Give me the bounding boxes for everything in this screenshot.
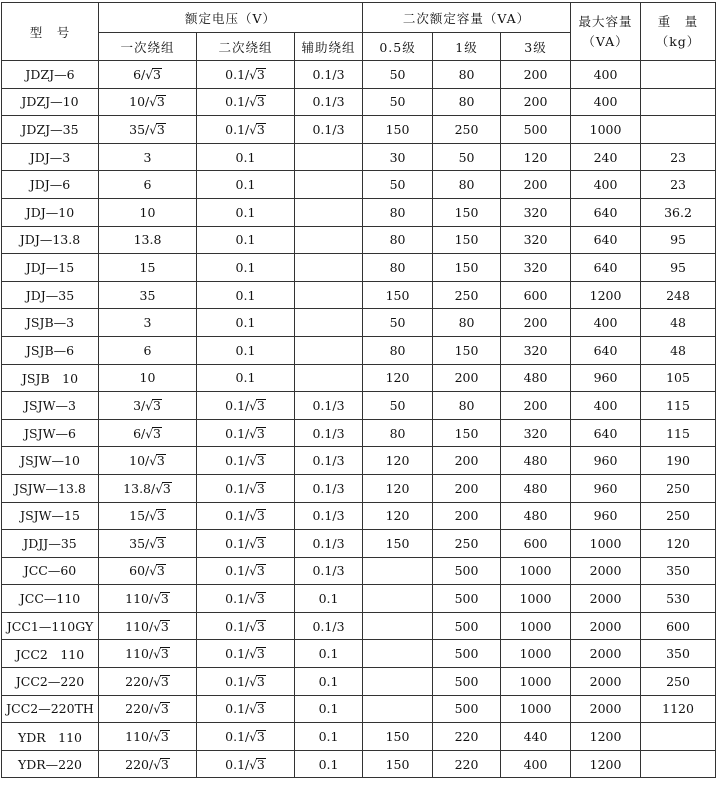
cell-max-capacity: 2000 <box>571 695 641 723</box>
cell-capacity-0-5: 150 <box>363 750 433 778</box>
cell-aux-voltage <box>295 309 363 337</box>
cell-capacity-1: 500 <box>433 557 501 585</box>
header-secondary-winding: 二次绕组 <box>197 33 295 61</box>
cell-secondary-voltage: 0.1/√3 <box>197 61 295 89</box>
cell-secondary-voltage: 0.1/√3 <box>197 695 295 723</box>
table-row <box>2 226 716 254</box>
cell-model: JSJB—3 <box>2 309 99 337</box>
cell-primary-voltage: 10/√3 <box>99 447 197 475</box>
cell-capacity-3: 480 <box>501 364 571 392</box>
cell-capacity-3: 320 <box>501 226 571 254</box>
table-row <box>2 143 716 171</box>
cell-model: JCC—110 <box>2 585 99 613</box>
cell-secondary-voltage: 0.1/√3 <box>197 750 295 778</box>
cell-capacity-0-5: 50 <box>363 309 433 337</box>
cell-primary-voltage: 6/√3 <box>99 419 197 447</box>
cell-model: JSJW—6 <box>2 419 99 447</box>
cell-secondary-voltage: 0.1 <box>197 171 295 199</box>
cell-weight: 248 <box>641 281 716 309</box>
cell-capacity-3: 600 <box>501 530 571 558</box>
cell-primary-voltage: 110/√3 <box>99 612 197 640</box>
cell-capacity-0-5: 80 <box>363 226 433 254</box>
cell-weight: 48 <box>641 336 716 364</box>
cell-capacity-0-5: 50 <box>363 171 433 199</box>
cell-primary-voltage: 110/√3 <box>99 585 197 613</box>
cell-capacity-0-5: 120 <box>363 447 433 475</box>
cell-capacity-3: 200 <box>501 88 571 116</box>
cell-model: YDR—220 <box>2 750 99 778</box>
cell-capacity-3: 600 <box>501 281 571 309</box>
cell-weight: 23 <box>641 171 716 199</box>
table-row <box>2 336 716 364</box>
cell-primary-voltage: 110/√3 <box>99 640 197 668</box>
cell-secondary-voltage: 0.1/√3 <box>197 585 295 613</box>
table-row <box>2 88 716 116</box>
cell-secondary-voltage: 0.1 <box>197 143 295 171</box>
cell-model: JDZJ—10 <box>2 88 99 116</box>
table-row <box>2 502 716 530</box>
table-row <box>2 585 716 613</box>
cell-capacity-0-5: 50 <box>363 88 433 116</box>
cell-secondary-voltage: 0.1 <box>197 309 295 337</box>
cell-max-capacity: 640 <box>571 419 641 447</box>
cell-max-capacity: 400 <box>571 392 641 420</box>
cell-model: JCC—60 <box>2 557 99 585</box>
table-row <box>2 695 716 723</box>
header-secondary-capacity: 二次额定容量（VA） <box>363 3 571 33</box>
cell-capacity-0-5: 30 <box>363 143 433 171</box>
cell-capacity-3: 200 <box>501 309 571 337</box>
cell-capacity-1: 500 <box>433 640 501 668</box>
cell-model: JSJB 10 <box>2 364 99 392</box>
cell-weight: 48 <box>641 309 716 337</box>
cell-secondary-voltage: 0.1 <box>197 254 295 282</box>
header-row-main <box>2 3 716 33</box>
cell-capacity-1: 200 <box>433 447 501 475</box>
cell-max-capacity: 400 <box>571 88 641 116</box>
cell-weight: 350 <box>641 557 716 585</box>
cell-weight <box>641 750 716 778</box>
cell-aux-voltage: 0.1 <box>295 668 363 696</box>
cell-capacity-1: 500 <box>433 668 501 696</box>
cell-capacity-0-5: 150 <box>363 281 433 309</box>
cell-aux-voltage: 0.1/3 <box>295 557 363 585</box>
cell-model: JSJB—6 <box>2 336 99 364</box>
cell-max-capacity: 1200 <box>571 281 641 309</box>
cell-weight <box>641 61 716 89</box>
cell-capacity-3: 1000 <box>501 668 571 696</box>
cell-aux-voltage: 0.1/3 <box>295 419 363 447</box>
cell-capacity-1: 150 <box>433 198 501 226</box>
cell-model: YDR 110 <box>2 723 99 751</box>
cell-capacity-1: 150 <box>433 336 501 364</box>
table-row <box>2 447 716 475</box>
cell-max-capacity: 2000 <box>571 612 641 640</box>
cell-aux-voltage <box>295 198 363 226</box>
cell-capacity-1: 200 <box>433 502 501 530</box>
cell-capacity-3: 1000 <box>501 585 571 613</box>
cell-capacity-1: 80 <box>433 392 501 420</box>
cell-weight: 600 <box>641 612 716 640</box>
cell-capacity-3: 500 <box>501 116 571 144</box>
cell-secondary-voltage: 0.1/√3 <box>197 612 295 640</box>
cell-secondary-voltage: 0.1/√3 <box>197 419 295 447</box>
cell-max-capacity: 1000 <box>571 116 641 144</box>
cell-capacity-1: 50 <box>433 143 501 171</box>
cell-max-capacity: 2000 <box>571 668 641 696</box>
cell-secondary-voltage: 0.1 <box>197 281 295 309</box>
cell-max-capacity: 960 <box>571 502 641 530</box>
cell-weight: 36.2 <box>641 198 716 226</box>
cell-weight: 250 <box>641 474 716 502</box>
cell-secondary-voltage: 0.1/√3 <box>197 447 295 475</box>
table-row <box>2 640 716 668</box>
cell-weight <box>641 116 716 144</box>
header-auxiliary-winding: 辅助绕组 <box>295 33 363 61</box>
cell-capacity-3: 120 <box>501 143 571 171</box>
cell-capacity-1: 80 <box>433 61 501 89</box>
table-row <box>2 171 716 199</box>
cell-capacity-0-5: 50 <box>363 61 433 89</box>
cell-capacity-0-5: 50 <box>363 392 433 420</box>
cell-capacity-1: 220 <box>433 750 501 778</box>
cell-secondary-voltage: 0.1/√3 <box>197 640 295 668</box>
table-row <box>2 116 716 144</box>
cell-aux-voltage: 0.1 <box>295 585 363 613</box>
cell-capacity-1: 500 <box>433 585 501 613</box>
cell-capacity-3: 400 <box>501 750 571 778</box>
cell-model: JDZJ—6 <box>2 61 99 89</box>
cell-primary-voltage: 35 <box>99 281 197 309</box>
cell-aux-voltage: 0.1/3 <box>295 612 363 640</box>
cell-primary-voltage: 220/√3 <box>99 695 197 723</box>
table-row <box>2 612 716 640</box>
cell-aux-voltage: 0.1 <box>295 640 363 668</box>
cell-weight: 115 <box>641 419 716 447</box>
cell-model: JDJJ—35 <box>2 530 99 558</box>
cell-capacity-1: 80 <box>433 171 501 199</box>
cell-capacity-1: 250 <box>433 281 501 309</box>
cell-primary-voltage: 10/√3 <box>99 88 197 116</box>
cell-aux-voltage: 0.1/3 <box>295 474 363 502</box>
table-row <box>2 530 716 558</box>
cell-primary-voltage: 220/√3 <box>99 750 197 778</box>
cell-weight: 250 <box>641 668 716 696</box>
cell-weight: 105 <box>641 364 716 392</box>
cell-capacity-0-5 <box>363 585 433 613</box>
cell-max-capacity: 640 <box>571 254 641 282</box>
cell-max-capacity: 1200 <box>571 723 641 751</box>
cell-capacity-1: 80 <box>433 88 501 116</box>
cell-capacity-0-5: 80 <box>363 198 433 226</box>
cell-weight: 190 <box>641 447 716 475</box>
cell-capacity-1: 80 <box>433 309 501 337</box>
cell-aux-voltage: 0.1/3 <box>295 61 363 89</box>
cell-capacity-0-5: 120 <box>363 502 433 530</box>
header-primary-winding: 一次绕组 <box>99 33 197 61</box>
cell-capacity-0-5: 80 <box>363 254 433 282</box>
cell-max-capacity: 1000 <box>571 530 641 558</box>
cell-model: JSJW—3 <box>2 392 99 420</box>
cell-primary-voltage: 13.8/√3 <box>99 474 197 502</box>
cell-max-capacity: 640 <box>571 198 641 226</box>
cell-capacity-3: 1000 <box>501 695 571 723</box>
cell-primary-voltage: 35/√3 <box>99 530 197 558</box>
cell-max-capacity: 2000 <box>571 585 641 613</box>
cell-aux-voltage: 0.1 <box>295 695 363 723</box>
cell-max-capacity: 240 <box>571 143 641 171</box>
cell-capacity-1: 150 <box>433 254 501 282</box>
cell-capacity-0-5: 80 <box>363 336 433 364</box>
header-rated-voltage: 额定电压（V） <box>99 3 363 33</box>
cell-aux-voltage: 0.1 <box>295 723 363 751</box>
cell-capacity-0-5: 80 <box>363 419 433 447</box>
cell-capacity-0-5 <box>363 695 433 723</box>
table-row <box>2 557 716 585</box>
cell-primary-voltage: 15 <box>99 254 197 282</box>
cell-aux-voltage: 0.1/3 <box>295 88 363 116</box>
cell-secondary-voltage: 0.1/√3 <box>197 557 295 585</box>
cell-model: JCC2 110 <box>2 640 99 668</box>
header-class-3: 3级 <box>501 33 571 61</box>
cell-weight: 350 <box>641 640 716 668</box>
voltage-transformer-spec-table <box>1 2 716 778</box>
cell-aux-voltage: 0.1/3 <box>295 502 363 530</box>
cell-model: JCC2—220TH <box>2 695 99 723</box>
table-row <box>2 254 716 282</box>
cell-aux-voltage: 0.1/3 <box>295 447 363 475</box>
cell-primary-voltage: 6 <box>99 336 197 364</box>
cell-model: JSJW—10 <box>2 447 99 475</box>
cell-aux-voltage <box>295 254 363 282</box>
cell-max-capacity: 1200 <box>571 750 641 778</box>
cell-secondary-voltage: 0.1/√3 <box>197 88 295 116</box>
cell-weight: 530 <box>641 585 716 613</box>
cell-primary-voltage: 6 <box>99 171 197 199</box>
cell-max-capacity: 400 <box>571 61 641 89</box>
cell-capacity-3: 200 <box>501 392 571 420</box>
cell-capacity-1: 500 <box>433 695 501 723</box>
cell-capacity-0-5: 120 <box>363 364 433 392</box>
cell-capacity-0-5 <box>363 612 433 640</box>
cell-weight: 95 <box>641 254 716 282</box>
table-row <box>2 750 716 778</box>
header-model: 型 号 <box>2 3 99 61</box>
cell-capacity-0-5: 150 <box>363 530 433 558</box>
cell-secondary-voltage: 0.1/√3 <box>197 530 295 558</box>
cell-primary-voltage: 13.8 <box>99 226 197 254</box>
cell-capacity-1: 250 <box>433 530 501 558</box>
cell-capacity-1: 200 <box>433 474 501 502</box>
cell-capacity-3: 480 <box>501 502 571 530</box>
cell-capacity-1: 150 <box>433 226 501 254</box>
cell-max-capacity: 640 <box>571 336 641 364</box>
cell-primary-voltage: 10 <box>99 364 197 392</box>
cell-primary-voltage: 15/√3 <box>99 502 197 530</box>
cell-weight: 1120 <box>641 695 716 723</box>
cell-capacity-1: 200 <box>433 364 501 392</box>
cell-max-capacity: 400 <box>571 309 641 337</box>
cell-model: JDJ—3 <box>2 143 99 171</box>
cell-capacity-0-5: 150 <box>363 723 433 751</box>
cell-aux-voltage <box>295 336 363 364</box>
table-row <box>2 392 716 420</box>
table-row <box>2 198 716 226</box>
cell-capacity-3: 1000 <box>501 557 571 585</box>
cell-capacity-1: 500 <box>433 612 501 640</box>
cell-primary-voltage: 6/√3 <box>99 61 197 89</box>
cell-primary-voltage: 10 <box>99 198 197 226</box>
cell-secondary-voltage: 0.1/√3 <box>197 392 295 420</box>
cell-model: JCC2—220 <box>2 668 99 696</box>
cell-model: JDJ—15 <box>2 254 99 282</box>
cell-primary-voltage: 60/√3 <box>99 557 197 585</box>
cell-aux-voltage <box>295 171 363 199</box>
cell-capacity-0-5: 150 <box>363 116 433 144</box>
cell-primary-voltage: 35/√3 <box>99 116 197 144</box>
cell-primary-voltage: 110/√3 <box>99 723 197 751</box>
cell-aux-voltage: 0.1/3 <box>295 392 363 420</box>
cell-capacity-0-5 <box>363 640 433 668</box>
cell-capacity-3: 440 <box>501 723 571 751</box>
cell-primary-voltage: 220/√3 <box>99 668 197 696</box>
table-row <box>2 419 716 447</box>
header-weight: 重 量 （kg） <box>641 3 716 61</box>
cell-weight: 115 <box>641 392 716 420</box>
cell-secondary-voltage: 0.1/√3 <box>197 474 295 502</box>
cell-max-capacity: 2000 <box>571 640 641 668</box>
cell-model: JDJ—10 <box>2 198 99 226</box>
table-row <box>2 668 716 696</box>
cell-weight <box>641 88 716 116</box>
cell-secondary-voltage: 0.1/√3 <box>197 502 295 530</box>
cell-primary-voltage: 3/√3 <box>99 392 197 420</box>
table-row <box>2 723 716 751</box>
cell-model: JDJ—6 <box>2 171 99 199</box>
cell-aux-voltage: 0.1 <box>295 750 363 778</box>
cell-aux-voltage <box>295 364 363 392</box>
cell-max-capacity: 640 <box>571 226 641 254</box>
table-row <box>2 309 716 337</box>
cell-capacity-3: 320 <box>501 336 571 364</box>
cell-capacity-1: 150 <box>433 419 501 447</box>
cell-weight: 23 <box>641 143 716 171</box>
cell-aux-voltage <box>295 281 363 309</box>
header-max-capacity: 最大容量 （VA） <box>571 3 641 61</box>
cell-weight: 250 <box>641 502 716 530</box>
cell-aux-voltage: 0.1/3 <box>295 530 363 558</box>
cell-primary-voltage: 3 <box>99 309 197 337</box>
table-row <box>2 364 716 392</box>
cell-secondary-voltage: 0.1 <box>197 336 295 364</box>
cell-max-capacity: 960 <box>571 474 641 502</box>
cell-model: JDJ—35 <box>2 281 99 309</box>
cell-aux-voltage <box>295 226 363 254</box>
cell-max-capacity: 960 <box>571 447 641 475</box>
table-body <box>2 61 716 778</box>
cell-max-capacity: 2000 <box>571 557 641 585</box>
header-class-1: 1级 <box>433 33 501 61</box>
cell-secondary-voltage: 0.1/√3 <box>197 116 295 144</box>
cell-capacity-3: 320 <box>501 198 571 226</box>
cell-model: JCC1—110GY <box>2 612 99 640</box>
cell-max-capacity: 400 <box>571 171 641 199</box>
cell-capacity-3: 200 <box>501 171 571 199</box>
cell-model: JDJ—13.8 <box>2 226 99 254</box>
cell-weight: 120 <box>641 530 716 558</box>
cell-secondary-voltage: 0.1 <box>197 364 295 392</box>
cell-aux-voltage <box>295 143 363 171</box>
table-row <box>2 474 716 502</box>
cell-capacity-3: 480 <box>501 447 571 475</box>
cell-capacity-3: 200 <box>501 61 571 89</box>
cell-aux-voltage: 0.1/3 <box>295 116 363 144</box>
cell-capacity-3: 320 <box>501 419 571 447</box>
cell-capacity-1: 220 <box>433 723 501 751</box>
cell-weight <box>641 723 716 751</box>
cell-model: JDZJ—35 <box>2 116 99 144</box>
cell-secondary-voltage: 0.1 <box>197 226 295 254</box>
cell-max-capacity: 960 <box>571 364 641 392</box>
cell-capacity-1: 250 <box>433 116 501 144</box>
cell-capacity-0-5: 120 <box>363 474 433 502</box>
cell-model: JSJW—15 <box>2 502 99 530</box>
cell-secondary-voltage: 0.1/√3 <box>197 668 295 696</box>
header-class-0-5: 0.5级 <box>363 33 433 61</box>
cell-weight: 95 <box>641 226 716 254</box>
cell-capacity-3: 480 <box>501 474 571 502</box>
cell-capacity-0-5 <box>363 668 433 696</box>
table-row <box>2 61 716 89</box>
cell-secondary-voltage: 0.1/√3 <box>197 723 295 751</box>
cell-capacity-3: 320 <box>501 254 571 282</box>
cell-capacity-0-5 <box>363 557 433 585</box>
cell-model: JSJW—13.8 <box>2 474 99 502</box>
cell-secondary-voltage: 0.1 <box>197 198 295 226</box>
table-row <box>2 281 716 309</box>
cell-primary-voltage: 3 <box>99 143 197 171</box>
cell-capacity-3: 1000 <box>501 640 571 668</box>
cell-capacity-3: 1000 <box>501 612 571 640</box>
